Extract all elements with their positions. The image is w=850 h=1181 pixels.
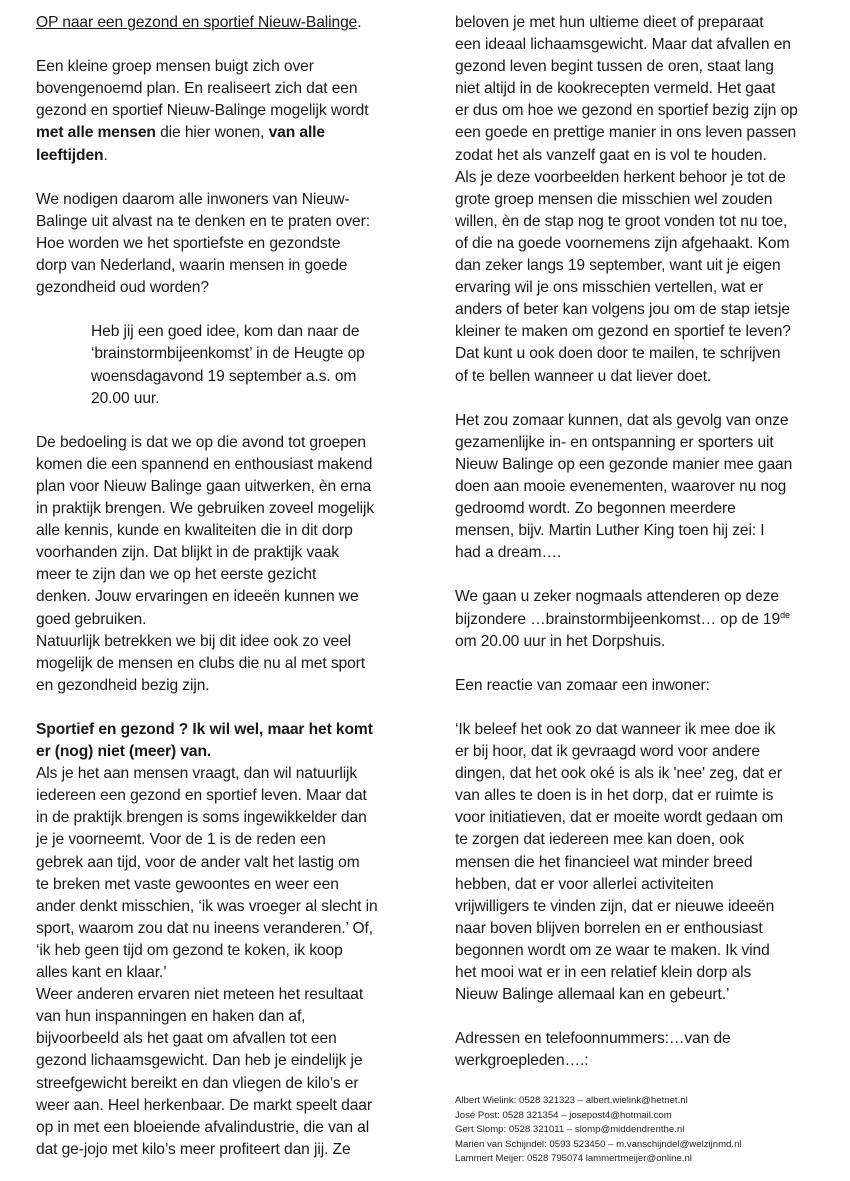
invite-paragraph: We nodigen daarom alle inwoners van Nieuw- Balinge uit alvast na te denken en te praten over: Hoe worden we het sportiefste en gezondste dorp van Nederland, waarin mensen in goede gezondheid oud worden? <box>36 190 370 297</box>
contact-item: Marien van Schijndel: 0593 523450 – m.vanschijndel@welzijnmd.nl <box>455 1138 742 1150</box>
contact-list <box>455 1094 742 1167</box>
continuation-paragraph: beloven je met hun ultieme dieet of preparaat een ideaal lichaamsgewicht. Maar dat afvallen en gezond leven begint tussen de oren, staat lang niet altijd in de kookrecepten vermeld. Het gaat er dus om hoe we gezond en sportief bezig zijn op een goede en prettige manier in ons leven passen zodat het als vanzelf gaat en is vol te houden. Als je deze voorbeelden herkent behoor je tot de grote groep mensen die misschien wel zouden willen, èn de stap nog te groot vonden tot nu toe, of die na goede voornemens zijn afgehaakt. Kom dan zeker langs 19 september, want uit je eigen ervaring wil je ons misschien vertellen, wat er anders of beter kan volgens jou om de stap ietsje kleiner te maken om gezond en sportief te leven? Dat kunt u ook doen door te mailen, te schrijven of te bellen wanneer u dat liever doet. <box>455 14 798 385</box>
section-heading: Sportief en gezond ? Ik wil wel, maar het komt er (nog) niet (meer) van. <box>36 721 373 761</box>
dream-paragraph: Het zou zomaar kunnen, dat als gevolg van onze gezamenlijke in- en ontspanning er sporters uit Nieuw Balinge op een gezonde manier mee gaan doen aan mooie evenementen, waarover nu nog gedroomd wordt. Zo begonnen meerdere mensen, bijv. Martin Luther King toen hij zei: I had a dream…. <box>455 411 793 562</box>
purpose-paragraph: De bedoeling is dat we op die avond tot groepen komen die een spannend en enthousiast makend plan voor Nieuw Balinge gaan uitwerken, èn erna in praktijk brengen. We gebruiken zoveel mogelijk alle kennis, kunde en kwaliteiten die in dit dorp voorhanden zijn. Dat blijkt in de praktijk vaak meer te zijn dan we op het eerste gezicht denken. Jouw ervaringen en ideeën kunnen we goed gebruiken. Natuurlijk betrekken we bij dit idee ook zo veel mogelijk de mensen en clubs die nu al met sport en gezondheid bezig zijn. <box>36 433 375 694</box>
intro-paragraph: Een kleine groep mensen buigt zich over bovengenoemd plan. En realiseert zich dat een gezond en sportief Nieuw-Balinge mogelijk wordt met alle mensen die hier wonen, van alle leeftijden. <box>36 58 369 164</box>
addresses-label: Adressen en telefoonnummers:…van de werkgroepleden….: <box>455 1030 731 1070</box>
reaction-label: Een reactie van zomaar een inwoner: <box>455 676 710 694</box>
contact-item: Lammert Meijer: 0528 795074 lammertmeijer@online.nl <box>455 1153 692 1165</box>
document-title: OP naar een gezond en sportief Nieuw-Balinge. <box>36 14 362 31</box>
right-column <box>455 12 835 1073</box>
email-link[interactable]: albert.wielink@hetnet.nl <box>585 1095 688 1106</box>
resident-quote: ‘Ik beleef het ook zo dat wanneer ik mee doe ik er bij hoor, dat ik gevraagd word voor andere dingen, dat het ook oké is als ik 'nee' zeg, dat er van alles te doen is in het dorp, dat er ruimte is voor initiatieven, dat er moeite wordt gedaan om te zorgen dat iedereen mee kan doen, ook mensen die het financieel wat minder breed hebben, dat er voor allerlei activiteiten vrijwilligers te vinden zijn, dat er nieuwe ideeën naar boven blijven borrelen en er enthousiast begonnen wordt om ze waar te maken. Ik vind het mooi wat er in een relatief klein dorp als Nieuw Balinge allemaal kan en gebeurt.’ <box>455 721 784 1004</box>
event-callout: Heb jij een goed idee, kom dan naar de ‘brainstormbijeenkomst’ in de Heugte op woensdagavond 19 september a.s. om 20.00 uur. <box>91 323 365 407</box>
contact-item: Gert Slomp: 0528 321011 – slomp@middendrenthe.nl <box>455 1124 685 1136</box>
section-body: Als je het aan mensen vraagt, dan wil natuurlijk iedereen een gezond en sportief leven. Maar dat in de praktijk brengen is soms ingewikkelder dan je je voorneemt. Voor de 1 is de reden een gebrek aan tijd, voor de ander valt het lastig om te breken met vaste gewoontes en weer een ander denkt misschien, ‘ik was vroeger al slecht in sport, waarom zou dat nu ineens veranderen.’ Of, ‘ik heb geen tijd om gezond te koken, ik koop alles kant en klaar.’ Weer anderen ervaren niet meteen het resultaat van hun inspanningen en haken dan af, bijvoorbeeld als het gaat om afvallen tot een gezond lichaamsgewicht. Dan heb je eindelijk je streefgewicht bereikt en dan vliegen de kilo’s er weer aan. Heel herkenbaar. De markt speelt daar op in met een bloeiende afvalindustrie, die van al dat ge-jojo met kilo’s meer profiteert dan jij. Ze <box>36 765 378 1158</box>
reminder-paragraph: We gaan u zeker nogmaals attenderen op deze bijzondere …brainstormbijeenkomst… op de 19de om 20.00 uur in het Dorpshuis. <box>455 588 790 650</box>
contact-item: Albert Wielink: 0528 321323 – albert.wielink@hetnet.nl <box>455 1095 688 1106</box>
email-link[interactable]: slomp@middendrenthe.nl <box>574 1124 685 1136</box>
email-link[interactable]: josepost4@hotmail.com <box>569 1109 672 1121</box>
email-link[interactable]: lammertmeijer@online.nl <box>585 1153 692 1165</box>
email-link[interactable]: m.vanschijndel@welzijnmd.nl <box>616 1138 742 1150</box>
left-column <box>36 12 418 1161</box>
contact-item: José Post: 0528 321354 – josepost4@hotmail.com <box>455 1109 672 1121</box>
